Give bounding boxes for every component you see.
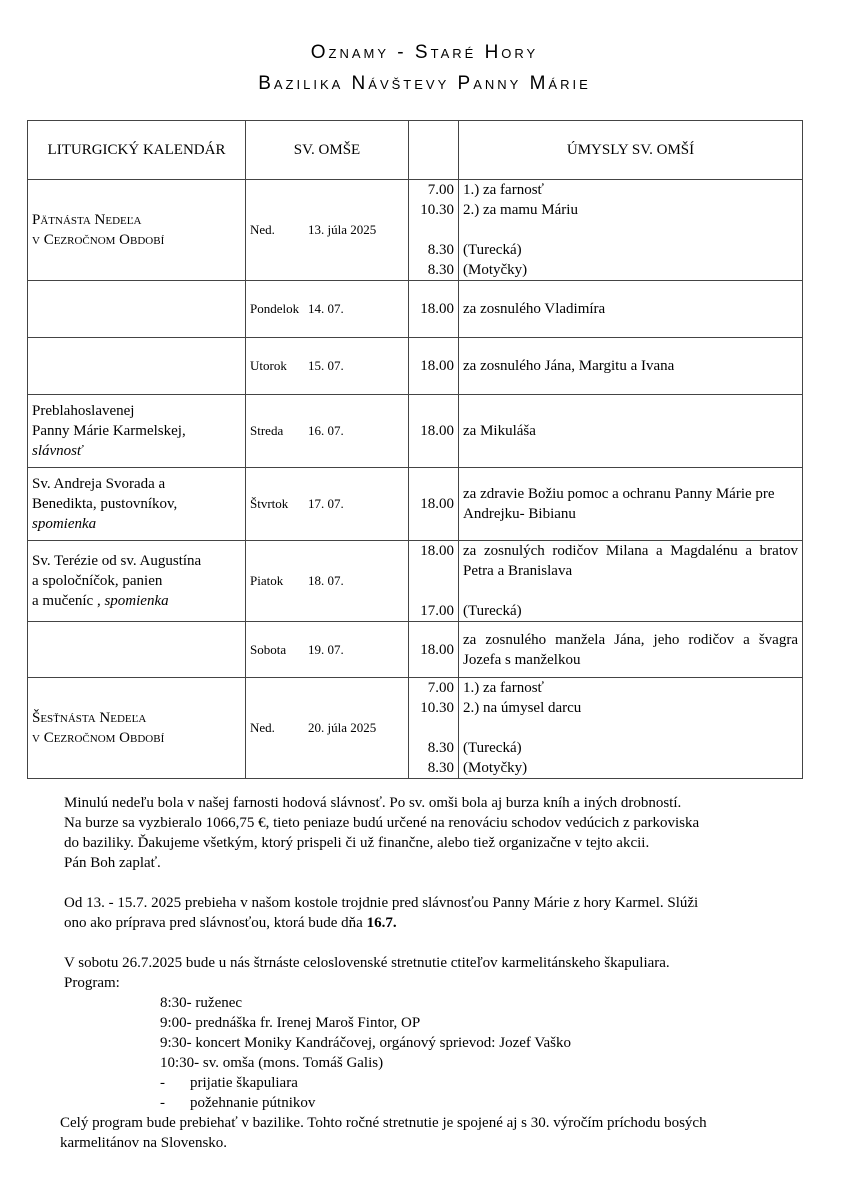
intention-cell [459, 541, 803, 622]
feast-label [28, 678, 246, 779]
program-bullet-item [160, 1073, 794, 1093]
day-cell [246, 678, 409, 779]
header-time [409, 121, 459, 180]
bullet-text: prijatie škapuliara [190, 1075, 298, 1091]
day-cell [246, 281, 409, 338]
day-date: 15. 07. [308, 358, 344, 373]
table-row [28, 180, 803, 281]
feast-rank: spomienka [32, 516, 97, 532]
text-line: Na burze sa vyzbieralo 1066,75 €, tieto peniaze budú určené na renováciu schodov vedúcich z parkoviska [64, 815, 700, 831]
feast-line: v Cezročnom Období [32, 232, 165, 248]
day-cell [246, 338, 409, 395]
feast-line: Panny Márie Karmelskej, [32, 423, 186, 439]
text-line: ono ako príprava pred slávnosťou, ktorá bude dňa [64, 915, 363, 931]
feast-label [28, 180, 246, 281]
text-line: Od 13. - 15.7. 2025 prebieha v našom kostole trojdnie pred slávnosťou Panny Márie z hory Karmel. Slúži [64, 895, 699, 911]
table-row [28, 622, 803, 678]
day-name: Pondelok [250, 301, 300, 316]
intention: 1.) za farnosť [463, 680, 544, 696]
feast-line: Preblahoslavenej [32, 403, 135, 419]
announcement-paragraph [64, 793, 794, 873]
day-cell [246, 622, 409, 678]
feast-line: Benedikta, pustovníkov, [32, 496, 178, 512]
mass-time: 8.30 [427, 262, 454, 278]
bullet-dash: - [160, 1075, 165, 1091]
table-row [28, 395, 803, 468]
day-name: Piatok [250, 573, 284, 588]
intention: (Turecká) [463, 740, 522, 756]
day-cell [246, 541, 409, 622]
intention: za zosnulých rodičov Milana a Magdalénu a bratov Petra a Branislava [463, 543, 798, 579]
day-cell [246, 468, 409, 541]
time-cell [409, 180, 459, 281]
mass-time: 7.00 [427, 182, 454, 198]
day-name: Utorok [250, 358, 287, 373]
program-label: Program: [64, 975, 120, 991]
intention: (Turecká) [463, 603, 522, 619]
time-cell: 18.00 [409, 338, 459, 395]
text-line: Pán Boh zaplať. [64, 855, 161, 871]
time-cell: 18.00 [409, 468, 459, 541]
day-name: Sobota [250, 641, 287, 657]
time-cell [409, 678, 459, 779]
day-name: Ned. [250, 222, 275, 237]
feast-label [28, 395, 246, 468]
bullet-dash: - [160, 1095, 165, 1111]
feast-label [28, 338, 246, 395]
day-date: 18. 07. [308, 573, 344, 588]
table-row [28, 541, 803, 622]
text-line: do baziliky. Ďakujeme všetkým, ktorý prispeli či už finančne, alebo tiež organizačne v tejto akcii. [64, 835, 650, 851]
feast-rank: slávnosť [32, 443, 83, 459]
intention-cell: za Mikuláša [459, 395, 803, 468]
mass-time: 8.30 [427, 760, 454, 776]
day-date: 17. 07. [308, 496, 344, 511]
intention-cell: za zdravie Božiu pomoc a ochranu Panny Márie pre Andrejku- Bibianu [459, 468, 803, 541]
day-name: Streda [250, 423, 284, 438]
day-date: 19. 07. [308, 641, 344, 657]
intention: (Turecká) [463, 242, 522, 258]
table-row [28, 468, 803, 541]
table-row [28, 281, 803, 338]
time-cell: 18.00 [409, 622, 459, 678]
time-cell: 18.00 [409, 395, 459, 468]
day-name: Štvrtok [250, 496, 289, 511]
feast-line: Šesťnásta Nedeľa [32, 710, 147, 726]
mass-time: 8.30 [427, 242, 454, 258]
header-calendar: LITURGICKÝ KALENDÁR [28, 121, 246, 180]
feast-line: Pätnásta Nedeľa [32, 212, 142, 228]
mass-time: 10.30 [420, 202, 454, 218]
intention-cell: za zosnulého Jána, Margitu a Ivana [459, 338, 803, 395]
announcement-paragraph [60, 953, 794, 1153]
title-line-1: Oznamy - Staré Hory [310, 42, 539, 63]
time-cell [409, 541, 459, 622]
program-item: 9:30- koncert Moniky Kandráčovej, orgánový sprievod: Jozef Vaško [160, 1035, 572, 1051]
feast-line: Sv. Terézie od sv. Augustína [32, 553, 202, 569]
feast-label [28, 541, 246, 622]
intention: 1.) za farnosť [463, 182, 544, 198]
day-cell [246, 180, 409, 281]
day-date: 20. júla 2025 [308, 720, 377, 735]
intention-cell [459, 180, 803, 281]
feast-label [28, 281, 246, 338]
feast-line: a spoločníčok, panien [32, 573, 163, 589]
title-line-2: Bazilika Návštevy Panny Márie [258, 73, 591, 94]
day-date: 13. júla 2025 [308, 222, 377, 237]
program-item: 10:30- sv. omša (mons. Tomáš Galis) [160, 1055, 384, 1071]
header-intentions: ÚMYSLY SV. OMŠÍ [459, 121, 803, 180]
text-line: karmelitánov na Slovensko. [60, 1135, 228, 1151]
time-cell: 18.00 [409, 281, 459, 338]
mass-time: 7.00 [427, 680, 454, 696]
liturgical-table [27, 120, 803, 779]
program-item: 9:00- prednáška fr. Irenej Maroš Fintor, OP [160, 1015, 421, 1031]
bullet-text: požehnanie pútnikov [190, 1095, 316, 1111]
text-line: Celý program bude prebiehať v bazilike. Tohto ročné stretnutie je spojené aj s 30. výročím príchodu bosých [60, 1115, 707, 1131]
mass-time: 17.00 [420, 603, 454, 619]
intention-cell: za zosnulého Vladimíra [459, 281, 803, 338]
mass-time: 8.30 [427, 740, 454, 756]
intention: 2.) na úmysel darcu [463, 700, 582, 716]
program-bullet-item [160, 1093, 794, 1113]
day-cell [246, 395, 409, 468]
intention-cell: za zosnulého manžela Jána, jeho rodičov a švagra Jozefa s manželkou [459, 622, 803, 678]
mass-time: 18.00 [420, 543, 454, 559]
announcement-paragraph [64, 893, 794, 933]
program-list [64, 993, 794, 1113]
intention-cell [459, 678, 803, 779]
mass-time: 10.30 [420, 700, 454, 716]
intention: (Motyčky) [463, 760, 528, 776]
announcements [60, 793, 794, 1153]
text-line: Minulú nedeľu bola v našej farnosti hodová slávnosť. Po sv. omši bola aj burza kníh a iných drobností. [64, 795, 682, 811]
bold-date: 16.7. [366, 915, 397, 931]
table-row [28, 338, 803, 395]
text-line: V sobotu 26.7.2025 bude u nás štrnáste celoslovenské stretnutie ctiteľov karmelitánskeho škapuliara. [64, 955, 670, 971]
feast-line: Sv. Andreja Svorada a [32, 476, 166, 492]
intention: (Motyčky) [463, 262, 528, 278]
program-item: 8:30- ruženec [160, 995, 243, 1011]
header-masses: SV. OMŠE [246, 121, 409, 180]
feast-rank: spomienka [104, 593, 169, 609]
table-header-row [28, 121, 803, 180]
feast-label [28, 622, 246, 678]
day-date: 16. 07. [308, 423, 344, 438]
feast-label [28, 468, 246, 541]
feast-line: a mučeníc , [32, 593, 101, 609]
feast-line: v Cezročnom Období [32, 730, 165, 746]
intention: 2.) za mamu Máriu [463, 202, 578, 218]
table-row [28, 678, 803, 779]
day-name: Ned. [250, 720, 275, 735]
day-date: 14. 07. [308, 301, 344, 316]
